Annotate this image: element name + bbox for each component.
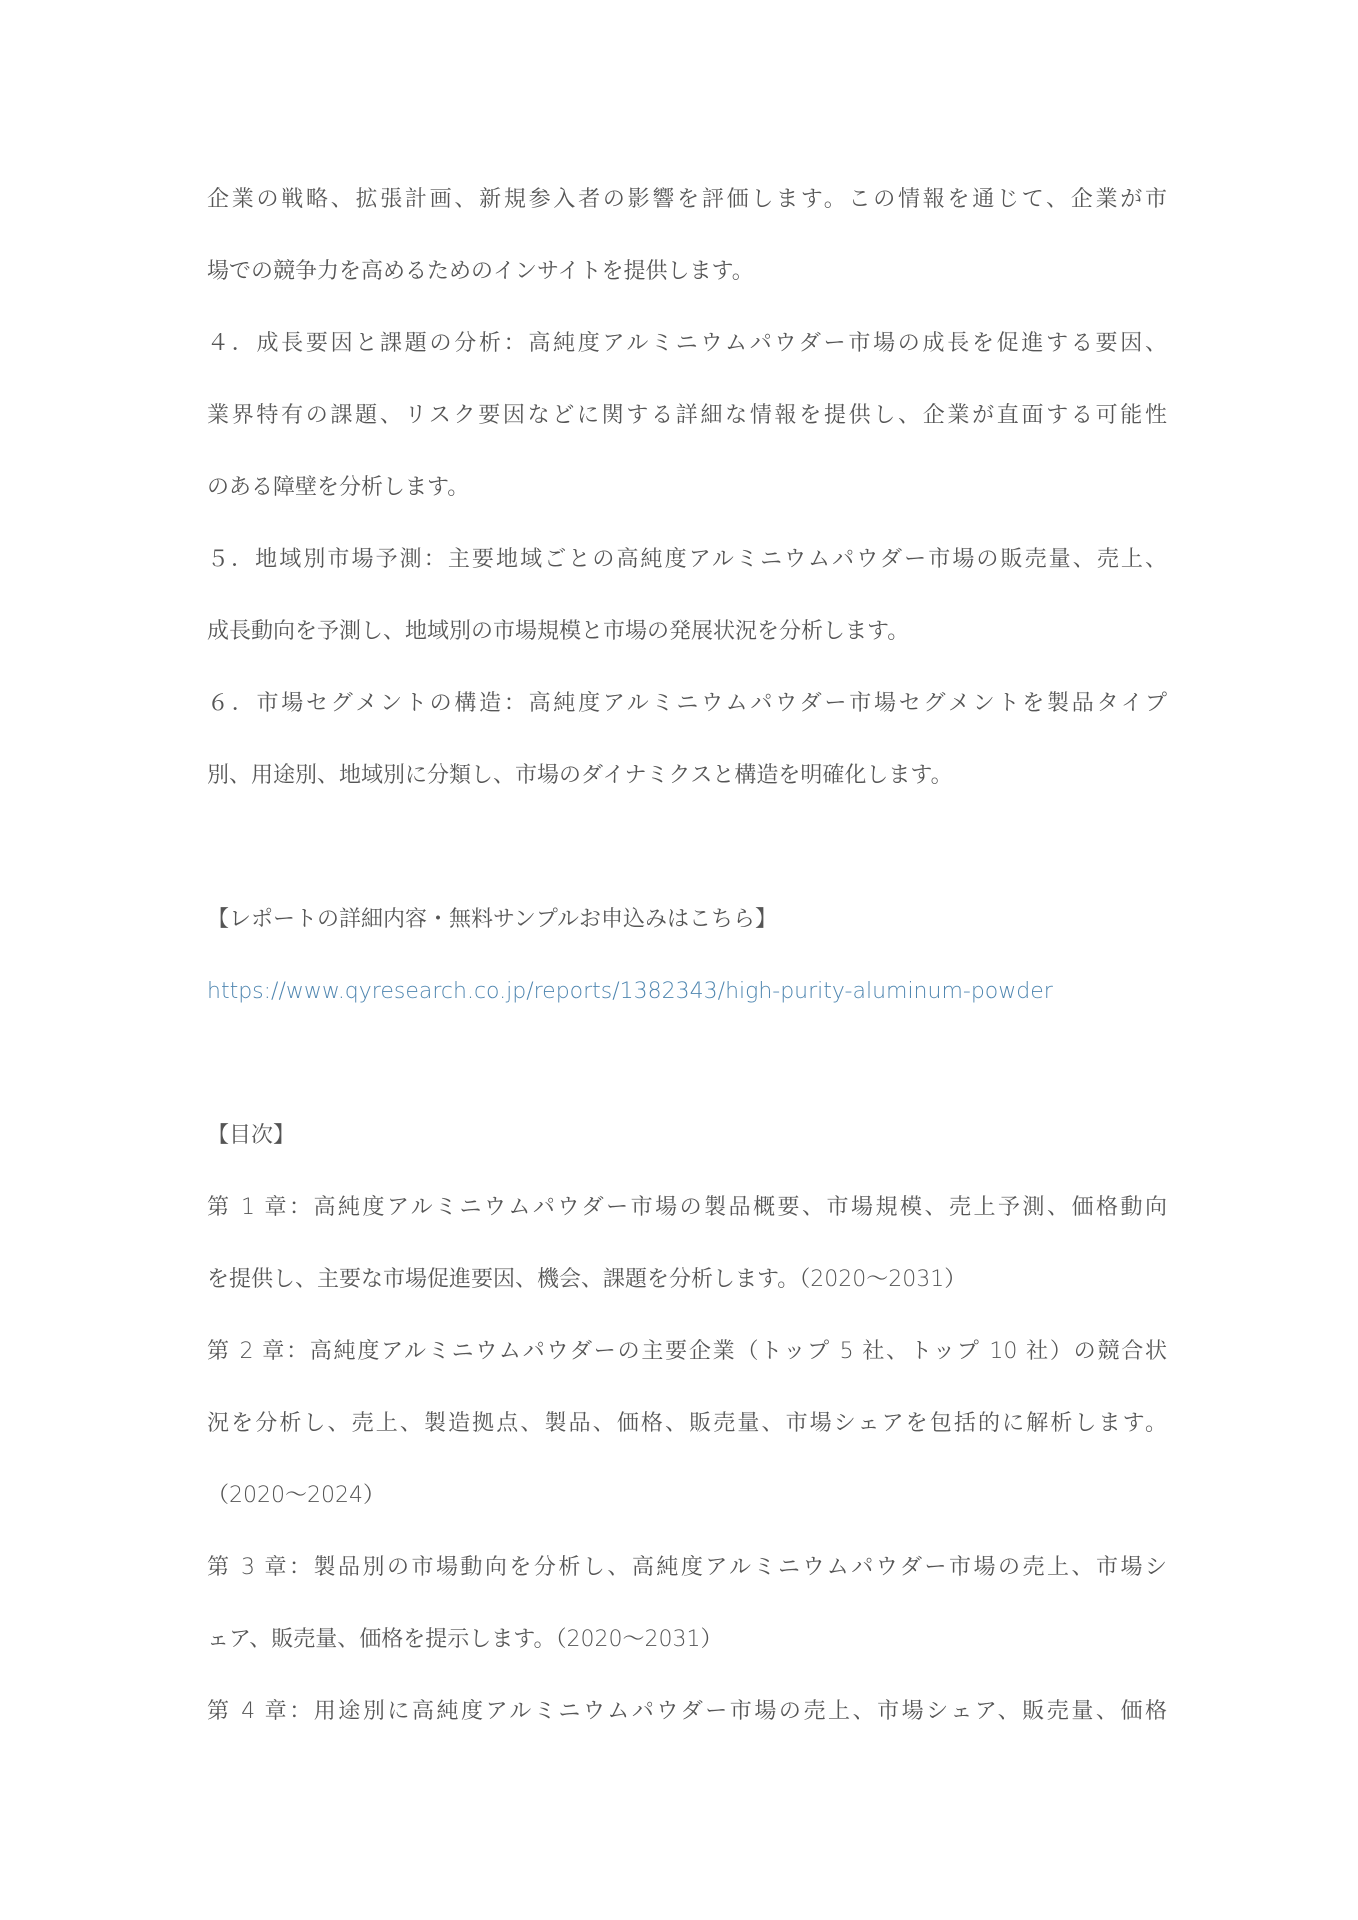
list-item-4	[207, 320, 1167, 536]
report-url-line	[207, 968, 1167, 1040]
list-item-6	[207, 680, 1167, 824]
text-line: 成長動向を予測し、地域別の市場規模と市場の発展状況を分析します。	[207, 619, 910, 644]
text-line: 況を分析し、売上、製造拠点、製品、価格、販売量、市場シェアを包括的に解析します。	[207, 1411, 1167, 1436]
report-link-heading: 【レポートの詳細内容・無料サンプルお申込みはこちら】	[207, 907, 778, 932]
text-line: ５．地域別市場予測：主要地域ごとの高純度アルミニウムパウダー市場の販売量、売上、	[207, 547, 1167, 572]
text-line: 業界特有の課題、リスク要因などに関する詳細な情報を提供し、企業が直面する可能性	[207, 403, 1167, 428]
toc-chapter-1	[207, 1184, 1167, 1328]
toc-chapter-4	[207, 1688, 1167, 1760]
text-line: 第 2 章：高純度アルミニウムパウダーの主要企業（トップ 5 社、トップ 10 社）の競合状	[207, 1339, 1167, 1364]
toc-chapter-3	[207, 1544, 1167, 1688]
text-line: （2020～2024）	[207, 1483, 385, 1508]
document-body	[207, 176, 1167, 1760]
text-line: 企業の戦略、拡張計画、新規参入者の影響を評価します。この情報を通じて、企業が市	[207, 187, 1167, 212]
report-url-link[interactable]: https://www.qyresearch.co.jp/reports/1382343/high-purity-aluminum-powder	[207, 979, 1053, 1004]
spacer	[207, 1040, 1167, 1112]
text-line: 第 1 章：高純度アルミニウムパウダー市場の製品概要、市場規模、売上予測、価格動向	[207, 1195, 1167, 1220]
text-line: 第 4 章：用途別に高純度アルミニウムパウダー市場の売上、市場シェア、販売量、価格	[207, 1699, 1167, 1724]
text-line: ４．成長要因と課題の分析：高純度アルミニウムパウダー市場の成長を促進する要因、	[207, 331, 1167, 356]
toc-heading: 【目次】	[207, 1123, 296, 1148]
text-line: 別、用途別、地域別に分類し、市場のダイナミクスと構造を明確化します。	[207, 763, 953, 788]
list-item-5	[207, 536, 1167, 680]
text-line: を提供し、主要な市場促進要因、機会、課題を分析します。（2020～2031）	[207, 1267, 967, 1292]
text-line: ６．市場セグメントの構造：高純度アルミニウムパウダー市場セグメントを製品タイプ	[207, 691, 1167, 716]
table-of-contents	[207, 1112, 1167, 1760]
text-line: 第 3 章：製品別の市場動向を分析し、高純度アルミニウムパウダー市場の売上、市場シ	[207, 1555, 1167, 1580]
toc-chapter-2	[207, 1328, 1167, 1544]
report-link-section	[207, 896, 1167, 1040]
paragraph-continuation	[207, 176, 1167, 320]
text-line: のある障壁を分析します。	[207, 475, 470, 500]
text-line: ェア、販売量、価格を提示します。（2020～2031）	[207, 1627, 723, 1652]
text-line: 場での競争力を高めるためのインサイトを提供します。	[207, 259, 754, 284]
spacer	[207, 824, 1167, 896]
